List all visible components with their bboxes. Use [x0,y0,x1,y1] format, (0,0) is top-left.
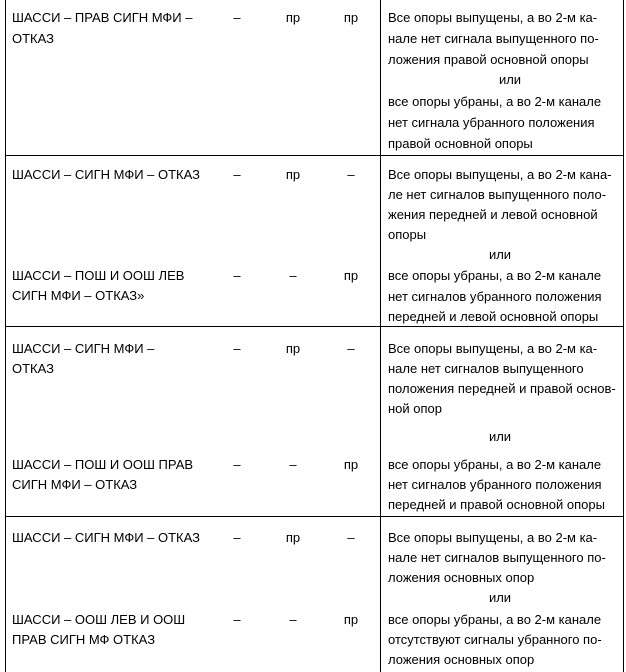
description-line: отсутствуют сигналы убранного по- [388,632,602,647]
channel-2-state: пр [285,341,301,356]
channel-2-state: – [289,612,297,627]
description-line: нет сигналов убранного положения [388,289,602,304]
signal-name: ШАССИ – ПОШ И ООШ ЛЕВ [12,268,185,283]
channel-3-state: – [347,530,355,545]
channel-2-state: – [289,457,297,472]
description-line: нале нет сигнала выпущенного по- [388,31,599,46]
description-line: положения передней и правой основ- [388,381,616,396]
description-line: ной опор [388,401,443,416]
or-separator: или [488,429,512,444]
description-line: ложения правой основной опоры [388,52,589,67]
description-line: все опоры убраны, а во 2-м канале [388,94,602,109]
description-line: все опоры убраны, а во 2-м канале [388,268,602,283]
signal-name: ШАССИ – ПРАВ СИГН МФИ – [12,10,193,25]
channel-1-state: – [233,268,241,283]
signal-name: СИГН МФИ – ОТКАЗ» [12,288,145,303]
or-separator: или [498,72,522,87]
channel-1-state: – [233,530,241,545]
description-line: нет сигналов убранного положения [388,477,602,492]
row-divider [5,516,624,517]
channel-2-state: пр [285,530,301,545]
description-line: жения передней и левой основной [388,207,598,222]
signal-name: ШАССИ – ПОШ И ООШ ПРАВ [12,457,194,472]
signal-name: ШАССИ – СИГН МФИ – ОТКАЗ [12,167,201,182]
description-line: передней и левой основной опоры [388,309,599,324]
channel-1-state: – [233,341,241,356]
channel-1-state: – [233,10,241,25]
channel-2-state: пр [285,10,301,25]
description-line: ложения основных опор [388,570,535,585]
description-line: нале нет сигналов выпущенного [388,361,584,376]
or-separator: или [488,247,512,262]
description-line: нет сигнала убранного положения [388,115,595,130]
row-divider [5,155,624,156]
channel-3-state: пр [343,268,359,283]
column-divider [380,0,381,672]
channel-1-state: – [233,167,241,182]
column-divider [5,0,6,672]
description-line: передней и правой основной опоры [388,497,605,512]
channel-3-state: пр [343,457,359,472]
signal-name: ШАССИ – СИГН МФИ – [12,341,155,356]
signal-name: ПРАВ СИГН МФ ОТКАЗ [12,632,156,647]
description-line: нале нет сигналов выпущенного по- [388,550,606,565]
description-line: Все опоры выпущены, а во 2-м ка- [388,341,598,356]
channel-1-state: – [233,457,241,472]
description-line: Все опоры выпущены, а во 2-м кана- [388,167,612,182]
description-line: ложения основных опор [388,652,535,667]
channel-3-state: пр [343,10,359,25]
description-line: правой основной опоры [388,136,533,151]
column-divider [623,0,624,672]
signal-name: ОТКАЗ [12,31,55,46]
or-separator: или [488,590,512,605]
description-line: все опоры убраны, а во 2-м канале [388,612,602,627]
signal-name: ШАССИ – ООШ ЛЕВ И ООШ [12,612,186,627]
description-line: Все опоры выпущены, а во 2-м ка- [388,530,598,545]
channel-1-state: – [233,612,241,627]
channel-3-state: – [347,167,355,182]
channel-2-state: пр [285,167,301,182]
channel-2-state: – [289,268,297,283]
description-line: опоры [388,227,427,242]
signal-name: СИГН МФИ – ОТКАЗ [12,477,138,492]
description-line: Все опоры выпущены, а во 2-м ка- [388,10,598,25]
description-line: ле нет сигналов выпущенного поло- [388,187,607,202]
description-line: все опоры убраны, а во 2-м канале [388,457,602,472]
signal-name: ОТКАЗ [12,361,55,376]
signal-name: ШАССИ – СИГН МФИ – ОТКАЗ [12,530,201,545]
channel-3-state: пр [343,612,359,627]
channel-3-state: – [347,341,355,356]
